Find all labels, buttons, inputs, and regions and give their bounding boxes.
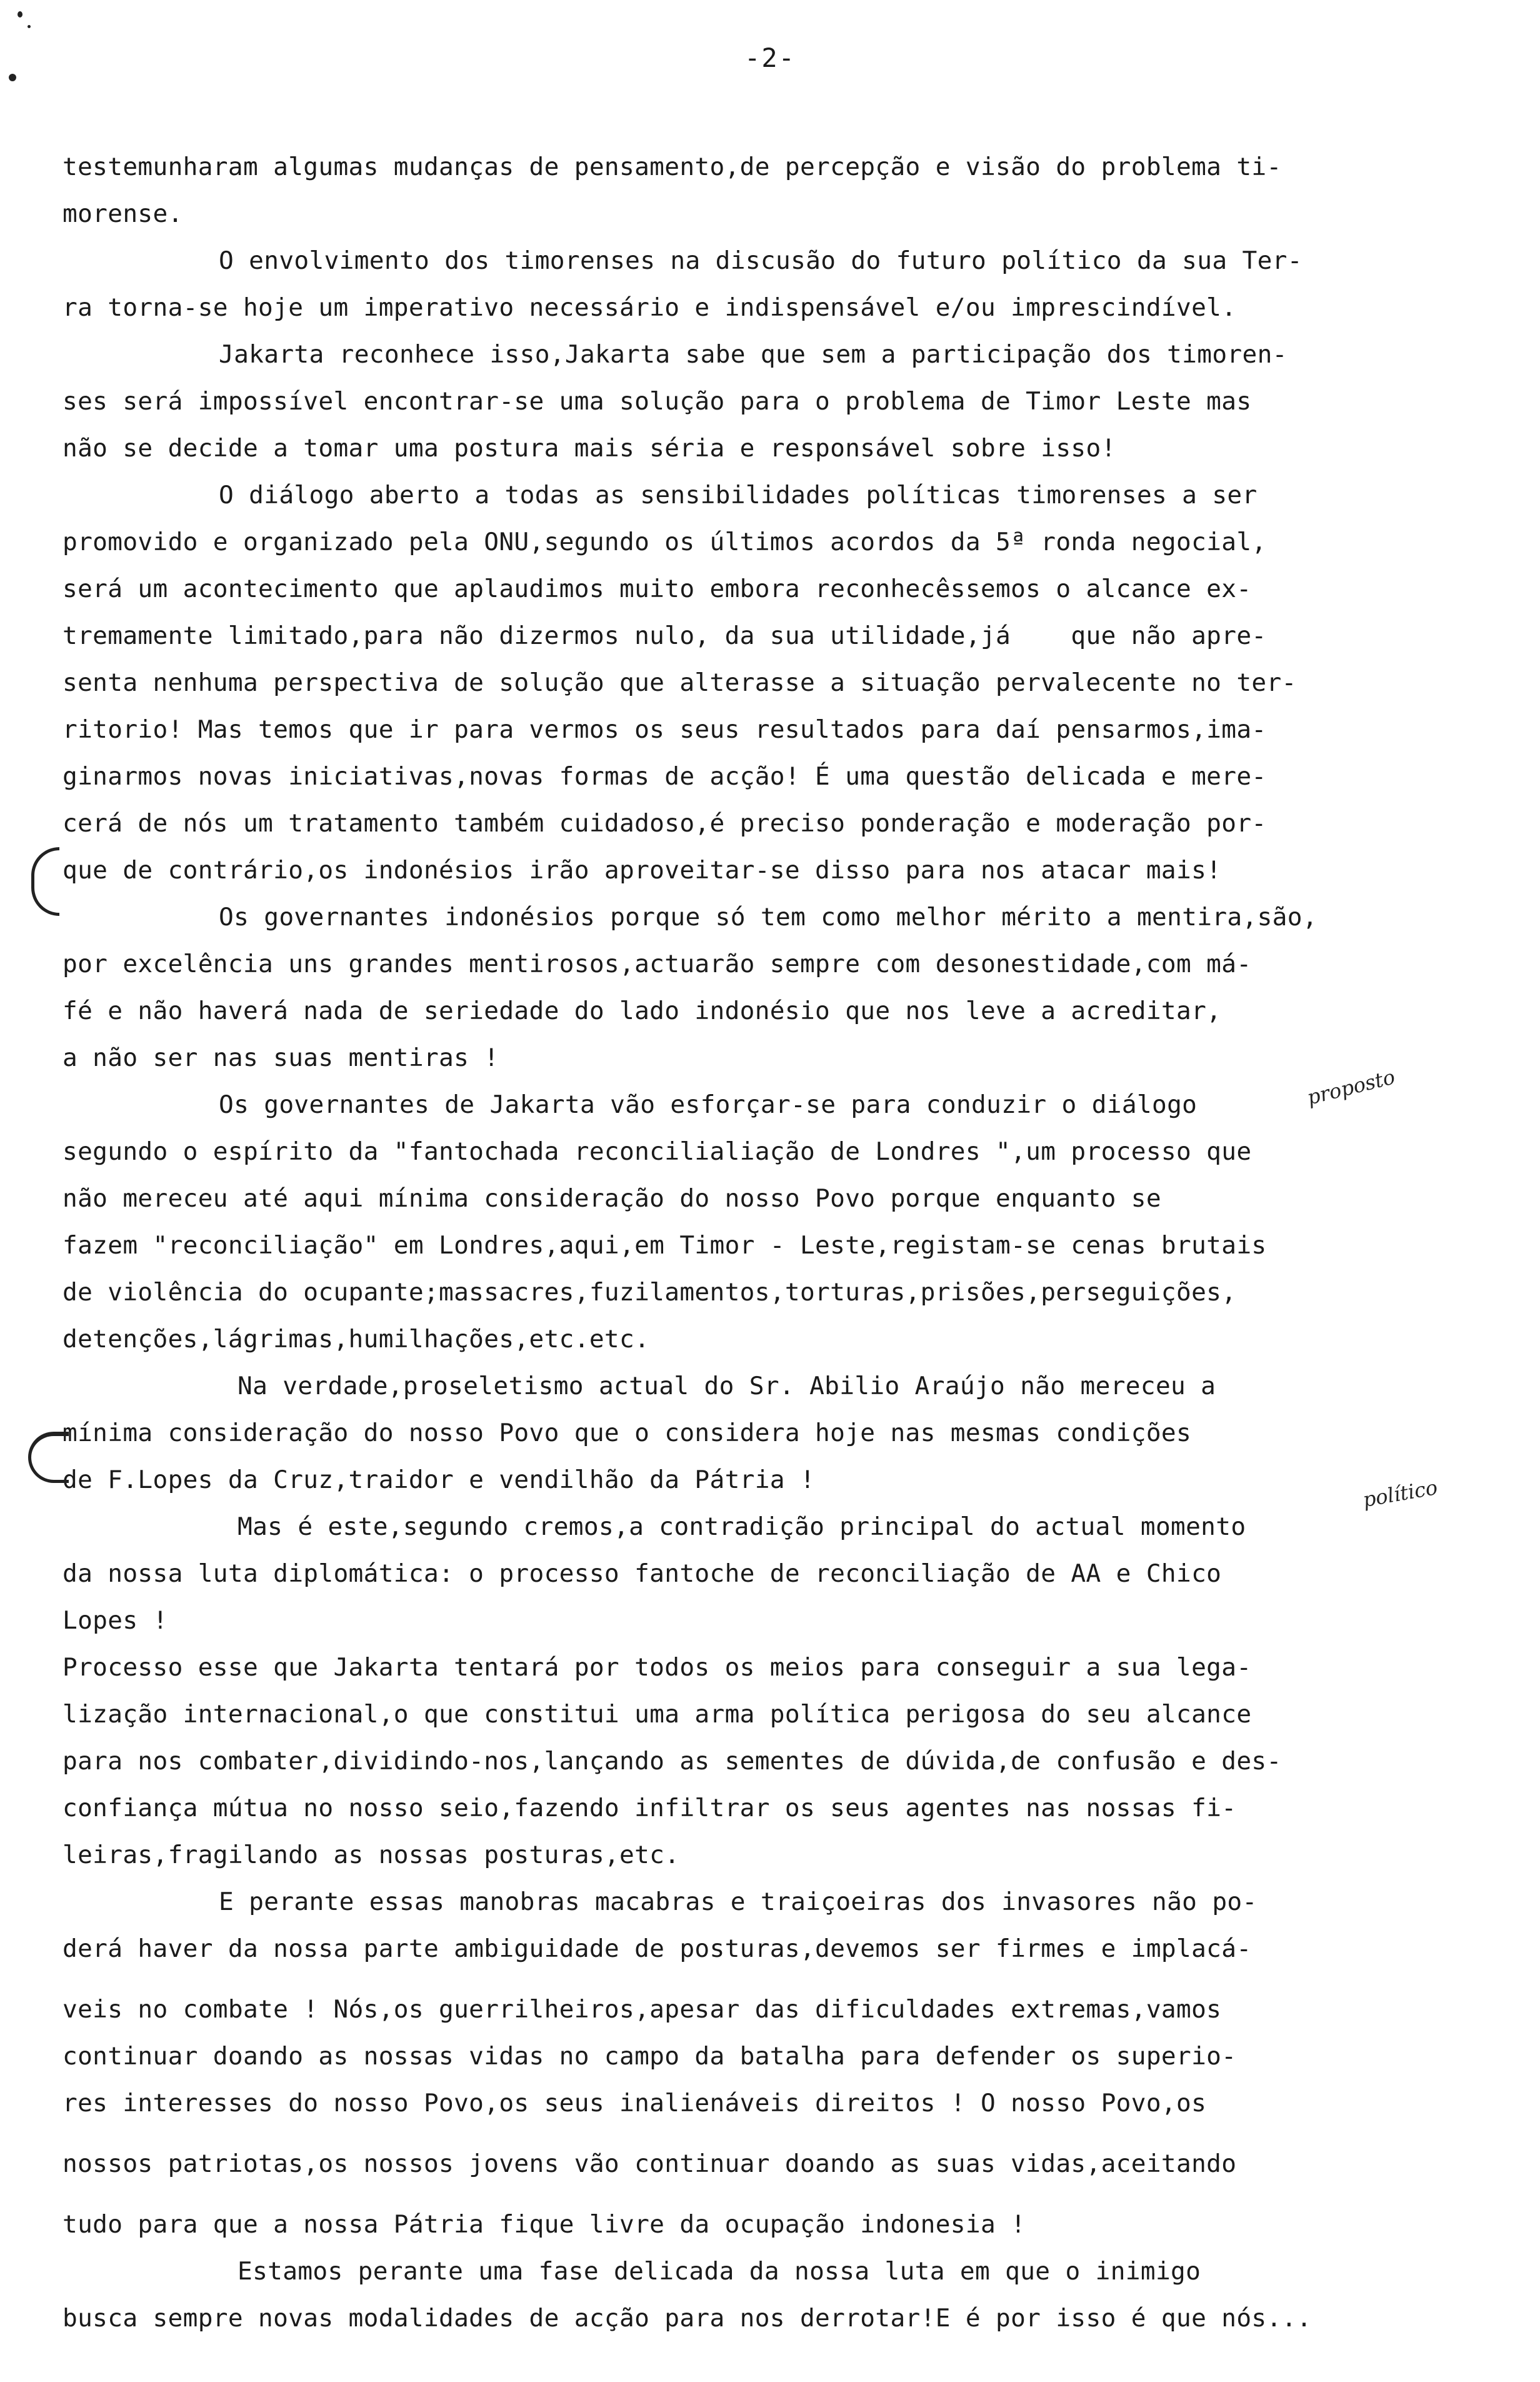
text-line: ginarmos novas iniciativas,novas formas de acção! É uma questão delicada e mere-: [62, 762, 1267, 791]
text-line: ses será impossível encontrar-se uma solução para o problema de Timor Leste mas: [62, 387, 1252, 416]
text-line: a não ser nas suas mentiras !: [62, 1043, 499, 1072]
text-line: senta nenhuma perspectiva de solução que alterasse a situação pervalecente no ter-: [62, 668, 1297, 697]
text-line: será um acontecimento que aplaudimos muito embora reconhecêssemos o alcance ex-: [62, 575, 1252, 603]
margin-note-proposto: proposto: [1304, 1065, 1398, 1110]
text-line: tudo para que a nossa Pátria fique livre da ocupação indonesia !: [62, 2210, 1026, 2239]
text-line: cerá de nós um tratamento também cuidadoso,é preciso ponderação e moderação por-: [62, 809, 1267, 838]
text-line: Estamos perante uma fase delicada da nossa luta em que o inimigo: [238, 2257, 1201, 2286]
text-line: não mereceu até aqui mínima consideração do nosso Povo porque enquanto se: [62, 1184, 1161, 1213]
text-line: lização internacional,o que constitui uma arma política perigosa do seu alcance: [62, 1700, 1252, 1729]
text-line: segundo o espírito da "fantochada reconcilialiação de Londres ",um processo que: [62, 1137, 1252, 1166]
text-line: veis no combate ! Nós,os guerrilheiros,apesar das dificuldades extremas,vamos: [62, 1995, 1222, 2024]
document-body: [62, 144, 1475, 2342]
text-line: res interesses do nosso Povo,os seus inalienáveis direitos ! O nosso Povo,os: [62, 2089, 1207, 2118]
text-line: fazem "reconciliação" em Londres,aqui,em Timor - Leste,registam-se cenas brutais: [62, 1231, 1267, 1260]
text-line: para nos combater,dividindo-nos,lançando as sementes de dúvida,de confusão e des-: [62, 1747, 1282, 1776]
text-line: O diálogo aberto a todas as sensibilidades políticas timorenses a ser: [219, 481, 1258, 510]
text-line: tremamente limitado,para não dizermos nulo, da sua utilidade,já que não apre-: [62, 621, 1267, 650]
text-line: confiança mútua no nosso seio,fazendo infiltrar os seus agentes nas nossas fi-: [62, 1794, 1237, 1822]
text-line: promovido e organizado pela ONU,segundo os últimos acordos da 5ª ronda negocial,: [62, 528, 1267, 556]
text-line: da nossa luta diplomática: o processo fantoche de reconciliação de AA e Chico: [62, 1559, 1222, 1588]
text-line: mínima consideração do nosso Povo que o considera hoje nas mesmas condições: [62, 1419, 1192, 1447]
text-line: Processo esse que Jakarta tentará por todos os meios para conseguir a sua lega-: [62, 1653, 1252, 1682]
ink-speck: [18, 11, 22, 18]
margin-note-politico: político: [1361, 1475, 1439, 1512]
ink-speck: [9, 74, 16, 81]
text-line: morense.: [62, 199, 183, 228]
text-line: fé e não haverá nada de seriedade do lado indonésio que nos leve a acreditar,: [62, 997, 1222, 1025]
text-line: Lopes !: [62, 1606, 168, 1635]
text-line: não se decide a tomar uma postura mais séria e responsável sobre isso!: [62, 434, 1116, 463]
ink-speck: [28, 25, 31, 28]
text-line: Os governantes de Jakarta vão esforçar-se para conduzir o diálogo: [219, 1090, 1198, 1119]
text-line: por excelência uns grandes mentirosos,actuarão sempre com desonestidade,com má-: [62, 950, 1252, 978]
text-line: que de contrário,os indonésios irão aproveitar-se disso para nos atacar mais!: [62, 856, 1222, 885]
text-line: detenções,lágrimas,humilhações,etc.etc.: [62, 1325, 650, 1354]
text-line: continuar doando as nossas vidas no campo da batalha para defender os superio-: [62, 2042, 1237, 2071]
text-line: ritorio! Mas temos que ir para vermos os seus resultados para daí pensarmos,ima-: [62, 715, 1267, 744]
text-line: de violência do ocupante;massacres,fuzilamentos,torturas,prisões,perseguições,: [62, 1278, 1237, 1307]
text-line: de F.Lopes da Cruz,traidor e vendilhão da Pátria !: [62, 1465, 816, 1494]
text-line: testemunharam algumas mudanças de pensamento,de percepção e visão do problema ti-: [62, 153, 1282, 181]
text-line: Jakarta reconhece isso,Jakarta sabe que sem a participação dos timoren-: [219, 340, 1288, 369]
page-number: -2-: [744, 43, 796, 73]
text-line: O envolvimento dos timorenses na discusão do futuro político da sua Ter-: [219, 246, 1302, 275]
text-line: Mas é este,segundo cremos,a contradição principal do actual momento: [238, 1512, 1246, 1541]
text-line: E perante essas manobras macabras e traiçoeiras dos invasores não po-: [219, 1887, 1258, 1916]
text-line: ra torna-se hoje um imperativo necessário e indispensável e/ou imprescindível.: [62, 293, 1237, 322]
text-line: Na verdade,proseletismo actual do Sr. Abilio Araújo não mereceu a: [238, 1372, 1216, 1400]
text-line: leiras,fragilando as nossas posturas,etc.: [62, 1841, 680, 1869]
text-line: Os governantes indonésios porque só tem como melhor mérito a mentira,são,: [219, 903, 1318, 932]
text-line: busca sempre novas modalidades de acção para nos derrotar!E é por isso é que nós...: [62, 2304, 1312, 2333]
handwritten-bracket-mark: [28, 1432, 69, 1483]
text-line: nossos patriotas,os nossos jovens vão continuar doando as suas vidas,aceitando: [62, 2149, 1237, 2178]
handwritten-bracket-mark: [31, 847, 59, 916]
text-line: derá haver da nossa parte ambiguidade de posturas,devemos ser firmes e implacá-: [62, 1934, 1252, 1963]
